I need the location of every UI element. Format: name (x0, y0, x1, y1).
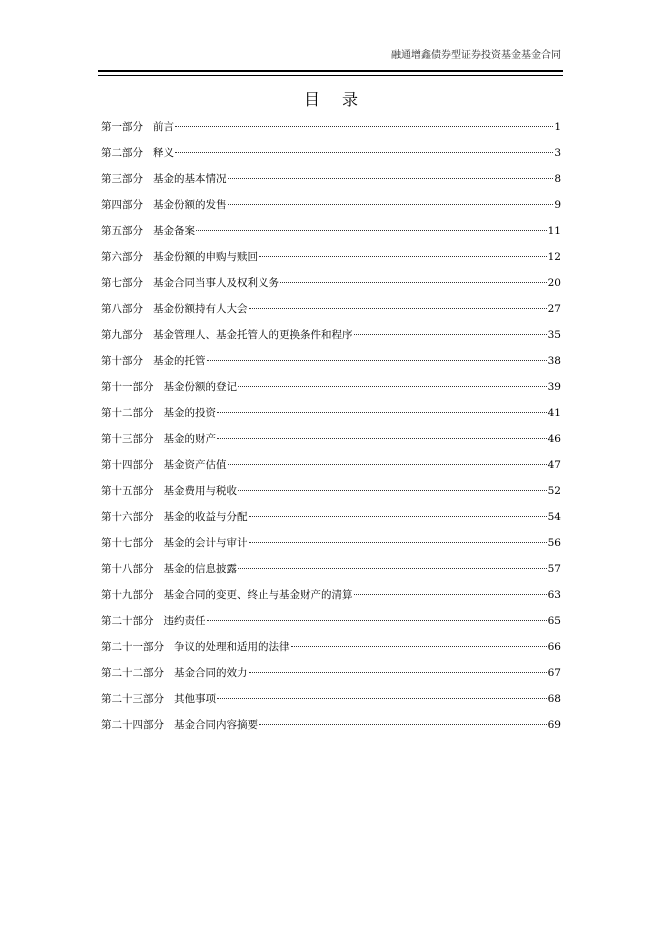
toc-entry-page-number: 35 (547, 329, 561, 341)
toc-dot-leader (249, 672, 547, 673)
toc-entry-part: 第九部分 (101, 329, 143, 341)
toc-entry-part: 第十部分 (101, 355, 143, 367)
toc-entry-label: 违约责任 (163, 615, 206, 627)
toc-entry-page-number: 69 (547, 719, 561, 731)
toc-dot-leader (196, 230, 547, 231)
toc-entry-page-number: 41 (547, 407, 561, 419)
toc-entry-part: 第一部分 (101, 121, 143, 133)
toc-entry-page-number: 52 (547, 485, 561, 497)
toc-entry-label: 基金的投资 (163, 407, 216, 419)
toc-entry-label: 基金资产估值 (163, 459, 227, 471)
toc-entry[interactable] (101, 482, 561, 508)
toc-entry-part: 第二十一部分 (101, 641, 164, 653)
toc-entry-part: 第二十四部分 (101, 719, 164, 731)
toc-entry[interactable] (101, 300, 561, 326)
toc-entry-page-number: 46 (547, 433, 561, 445)
toc-entry[interactable] (101, 690, 561, 716)
toc-entry-label: 基金合同的变更、终止与基金财产的清算 (163, 589, 353, 601)
toc-entry[interactable] (101, 352, 561, 378)
toc-entry-page-number: 20 (547, 277, 561, 289)
toc-entry-page-number: 63 (547, 589, 561, 601)
toc-entry-part: 第二十部分 (101, 615, 154, 627)
toc-dot-leader (238, 386, 547, 387)
toc-entry-label: 基金份额的登记 (163, 381, 237, 393)
toc-entry-part: 第十四部分 (101, 459, 154, 471)
toc-entry-part: 第十九部分 (101, 589, 154, 601)
running-header: 融通增鑫债券型证券投资基金基金合同 (391, 50, 561, 61)
toc-entry-part: 第八部分 (101, 303, 143, 315)
toc-entry-page-number: 12 (547, 251, 561, 263)
toc-entry-label: 基金的财产 (163, 433, 216, 445)
header-rule-thick (98, 70, 563, 72)
toc-entry-part: 第十一部分 (101, 381, 154, 393)
toc-entry-part: 第十二部分 (101, 407, 154, 419)
toc-entry-label: 基金的信息披露 (163, 563, 237, 575)
toc-dot-leader (175, 152, 553, 153)
toc-entry-part: 第十六部分 (101, 511, 154, 523)
toc-entry-part: 第二部分 (101, 147, 143, 159)
toc-entry[interactable] (101, 222, 561, 248)
toc-dot-leader (217, 412, 547, 413)
toc-dot-leader (249, 516, 547, 517)
toc-entry-page-number: 8 (554, 173, 561, 185)
toc-entry-label: 释义 (153, 147, 174, 159)
toc-entry[interactable] (101, 612, 561, 638)
toc-entry-label: 基金的基本情况 (153, 173, 227, 185)
toc-entry-page-number: 65 (547, 615, 561, 627)
header-rule-thin (98, 75, 563, 76)
toc-entry-page-number: 67 (547, 667, 561, 679)
toc-entry-label: 其他事项 (174, 693, 216, 705)
toc-dot-leader (354, 594, 547, 595)
toc-entry-label: 基金的收益与分配 (163, 511, 248, 523)
toc-dot-leader (228, 204, 554, 205)
toc-entry-page-number: 1 (554, 121, 561, 133)
toc-entry[interactable] (101, 326, 561, 352)
toc-entry-page-number: 57 (547, 563, 561, 575)
toc-dot-leader (259, 724, 547, 725)
toc-entry[interactable] (101, 664, 561, 690)
toc-entry[interactable] (101, 196, 561, 222)
toc-dot-leader (249, 542, 547, 543)
toc-entry-label: 基金合同的效力 (174, 667, 248, 679)
toc-entry[interactable] (101, 560, 561, 586)
toc-entry-page-number: 66 (547, 641, 561, 653)
toc-entry-part: 第五部分 (101, 225, 143, 237)
toc-entry-part: 第二十二部分 (101, 667, 164, 679)
toc-entry[interactable] (101, 248, 561, 274)
toc-dot-leader (354, 334, 547, 335)
toc-title: 目录 (303, 90, 380, 109)
toc-entry[interactable] (101, 378, 561, 404)
toc-entry[interactable] (101, 404, 561, 430)
toc-entry-label: 基金的会计与审计 (163, 537, 248, 549)
toc-entry-label: 基金管理人、基金托管人的更换条件和程序 (153, 329, 353, 341)
toc-entry-page-number: 54 (547, 511, 561, 523)
toc-dot-leader (228, 178, 554, 179)
toc-entry[interactable] (101, 274, 561, 300)
toc-entry[interactable] (101, 456, 561, 482)
toc-entry-label: 争议的处理和适用的法律 (174, 641, 290, 653)
toc-dot-leader (249, 308, 547, 309)
toc-entry-part: 第六部分 (101, 251, 143, 263)
toc-entry-page-number: 38 (547, 355, 561, 367)
toc-dot-leader (175, 126, 553, 127)
toc-dot-leader (259, 256, 547, 257)
toc-dot-leader (238, 490, 547, 491)
toc-entry-page-number: 27 (547, 303, 561, 315)
toc-entry-part: 第十七部分 (101, 537, 154, 549)
toc-entry-part: 第十三部分 (101, 433, 154, 445)
toc-entry[interactable] (101, 638, 561, 664)
toc-entry-label: 前言 (153, 121, 174, 133)
toc-entry[interactable] (101, 170, 561, 196)
toc-entry-page-number: 56 (547, 537, 561, 549)
toc-entry-label: 基金的托管 (153, 355, 206, 367)
toc-entry-part: 第三部分 (101, 173, 143, 185)
toc-entry-part: 第四部分 (101, 199, 143, 211)
toc-entry[interactable] (101, 430, 561, 456)
toc-entry-label: 基金份额持有人大会 (153, 303, 248, 315)
toc-entry-label: 基金费用与税收 (163, 485, 237, 497)
toc-entry-part: 第十八部分 (101, 563, 154, 575)
toc-entry-page-number: 11 (547, 225, 561, 237)
toc-entry-label: 基金份额的申购与赎回 (153, 251, 258, 263)
toc-entry[interactable] (101, 508, 561, 534)
toc-dot-leader (280, 282, 547, 283)
toc-entry-part: 第十五部分 (101, 485, 154, 497)
toc-entry-page-number: 9 (554, 199, 561, 211)
toc-entry-label: 基金份额的发售 (153, 199, 227, 211)
toc-entry[interactable] (101, 118, 561, 144)
toc-entry[interactable] (101, 144, 561, 170)
toc-entry-page-number: 39 (547, 381, 561, 393)
table-of-contents (101, 118, 561, 742)
toc-entry-part: 第二十三部分 (101, 693, 164, 705)
toc-dot-leader (217, 438, 547, 439)
toc-entry[interactable] (101, 534, 561, 560)
toc-dot-leader (228, 464, 547, 465)
toc-entry-page-number: 68 (547, 693, 561, 705)
toc-entry-label: 基金备案 (153, 225, 195, 237)
toc-dot-leader (207, 620, 547, 621)
toc-entry-part: 第七部分 (101, 277, 143, 289)
toc-entry-page-number: 3 (554, 147, 561, 159)
toc-entry[interactable] (101, 586, 561, 612)
toc-entry-label: 基金合同当事人及权利义务 (153, 277, 279, 289)
toc-entry-page-number: 47 (547, 459, 561, 471)
toc-entry[interactable] (101, 716, 561, 742)
toc-dot-leader (207, 360, 547, 361)
toc-dot-leader (238, 568, 547, 569)
toc-dot-leader (291, 646, 547, 647)
toc-entry-label: 基金合同内容摘要 (174, 719, 258, 731)
toc-dot-leader (217, 698, 547, 699)
